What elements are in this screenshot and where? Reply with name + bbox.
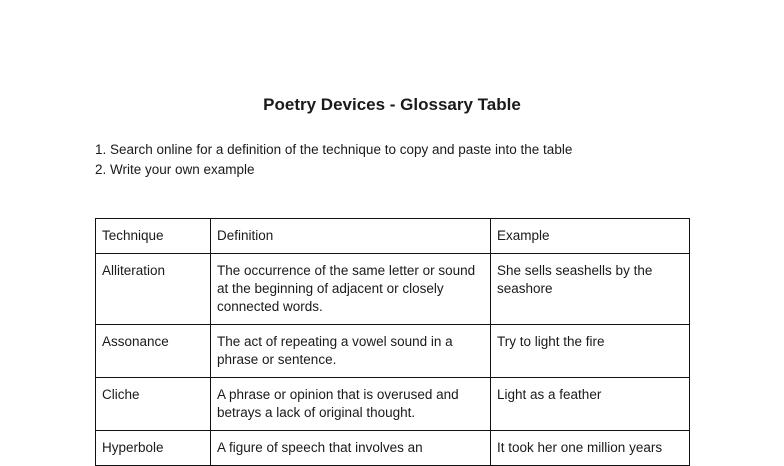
instructions-list: [95, 140, 572, 180]
glossary-table: [95, 218, 690, 466]
example-cell: Light as a feather: [491, 378, 690, 431]
table-row: [96, 254, 690, 325]
definition-cell: A figure of speech that involves an: [211, 431, 491, 466]
technique-cell: Hyperbole: [96, 431, 211, 466]
table-row: [96, 325, 690, 378]
table-row: [96, 431, 690, 466]
table-row: [96, 378, 690, 431]
definition-cell: The act of repeating a vowel sound in a phrase or sentence.: [211, 325, 491, 378]
column-header-definition: Definition: [211, 219, 491, 254]
column-header-example: Example: [491, 219, 690, 254]
definition-cell: The occurrence of the same letter or sound at the beginning of adjacent or closely connected words.: [211, 254, 491, 325]
example-cell: Try to light the fire: [491, 325, 690, 378]
technique-cell: Alliteration: [96, 254, 211, 325]
example-cell: She sells seashells by the seashore: [491, 254, 690, 325]
page-title: Poetry Devices - Glossary Table: [263, 95, 521, 114]
technique-cell: Assonance: [96, 325, 211, 378]
technique-cell: Cliche: [96, 378, 211, 431]
example-cell: It took her one million years: [491, 431, 690, 466]
definition-cell: A phrase or opinion that is overused and betrays a lack of original thought.: [211, 378, 491, 431]
instruction-item: 1. Search online for a definition of the technique to copy and paste into the table: [95, 142, 573, 157]
instruction-item: 2. Write your own example: [95, 162, 255, 177]
table-header-row: [96, 219, 690, 254]
column-header-technique: Technique: [96, 219, 211, 254]
